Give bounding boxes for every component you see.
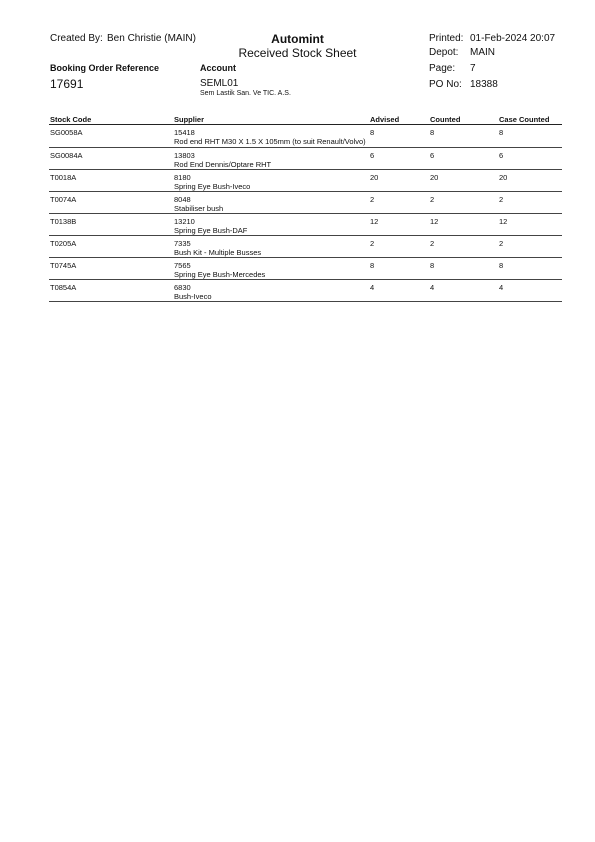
description-cell: Bush Kit - Multiple Busses [174,248,262,257]
col-header-advised: Advised [370,115,400,124]
counted-cell: 4 [430,283,435,292]
col-header-stock-code: Stock Code [50,115,92,124]
supplier-code-cell: 6830 [174,283,191,292]
description-cell: Spring Eye Bush-Mercedes [174,270,266,279]
created-by-label: Created By: [50,33,103,44]
case-counted-cell: 2 [499,239,504,248]
depot-value: MAIN [470,47,495,58]
counted-cell: 12 [430,217,439,226]
description-cell: Bush-Iveco [174,292,212,301]
col-header-counted: Counted [430,115,461,124]
page-number: 7 [470,63,476,74]
stock-code-cell: T0018A [50,173,77,182]
description-cell: Rod end RHT M30 X 1.5 X 105mm (to suit Renault/Volvo) [174,137,366,146]
stock-code-cell: T0074A [50,195,77,204]
advised-cell: 8 [370,261,375,270]
supplier-code-cell: 7565 [174,261,191,270]
booking-ref-label: Booking Order Reference [50,63,160,73]
po-number: 18388 [470,79,498,90]
supplier-code-cell: 13210 [174,217,195,226]
description-cell: Stabiliser bush [174,204,224,213]
supplier-code-cell: 15418 [174,128,195,137]
counted-cell: 20 [430,173,439,182]
case-counted-cell: 8 [499,261,504,270]
supplier-code-cell: 7335 [174,239,191,248]
account-label: Account [200,63,236,73]
counted-cell: 2 [430,239,435,248]
counted-cell: 8 [430,128,435,137]
stock-code-cell: SG0084A [50,151,83,160]
supplier-code-cell: 8048 [174,195,191,204]
advised-cell: 2 [370,239,375,248]
row-divider [49,191,562,192]
stock-code-cell: T0854A [50,283,77,292]
stock-code-cell: T0205A [50,239,77,248]
advised-cell: 2 [370,195,375,204]
case-counted-cell: 4 [499,283,504,292]
case-counted-cell: 6 [499,151,504,160]
account-name: Sem Lastik San. Ve TIC. A.S. [200,90,291,97]
col-header-case-counted: Case Counted [499,115,550,124]
col-header-supplier: Supplier [174,115,205,124]
description-cell: Spring Eye Bush-DAF [174,226,248,235]
case-counted-cell: 12 [499,217,508,226]
row-divider [49,301,562,302]
page-label: Page: [429,63,456,74]
case-counted-cell: 2 [499,195,504,204]
created-by-value: Ben Christie (MAIN) [107,33,196,44]
company-name: Automint [271,32,324,46]
advised-cell: 20 [370,173,379,182]
advised-cell: 12 [370,217,379,226]
counted-cell: 2 [430,195,435,204]
printed-value: 01-Feb-2024 20:07 [470,33,556,44]
booking-ref-value: 17691 [50,77,84,91]
counted-cell: 6 [430,151,435,160]
advised-cell: 6 [370,151,375,160]
printed-label: Printed: [429,33,464,44]
sheet-title: Received Stock Sheet [238,46,357,60]
case-counted-cell: 20 [499,173,508,182]
stock-code-cell: T0745A [50,261,77,270]
supplier-code-cell: 13803 [174,151,195,160]
po-label: PO No: [429,79,462,90]
row-divider [49,235,562,236]
advised-cell: 8 [370,128,375,137]
stock-code-cell: T0138B [50,217,77,226]
row-divider [49,147,562,148]
account-code: SEML01 [200,78,239,89]
table-header-rule [49,124,562,125]
row-divider [49,213,562,214]
description-cell: Spring Eye Bush-Iveco [174,182,251,191]
case-counted-cell: 8 [499,128,504,137]
stock-code-cell: SG0058A [50,128,83,137]
advised-cell: 4 [370,283,375,292]
description-cell: Rod End Dennis/Optare RHT [174,160,272,169]
supplier-code-cell: 8180 [174,173,191,182]
row-divider [49,279,562,280]
counted-cell: 8 [430,261,435,270]
depot-label: Depot: [429,47,459,58]
row-divider [49,169,562,170]
row-divider [49,257,562,258]
